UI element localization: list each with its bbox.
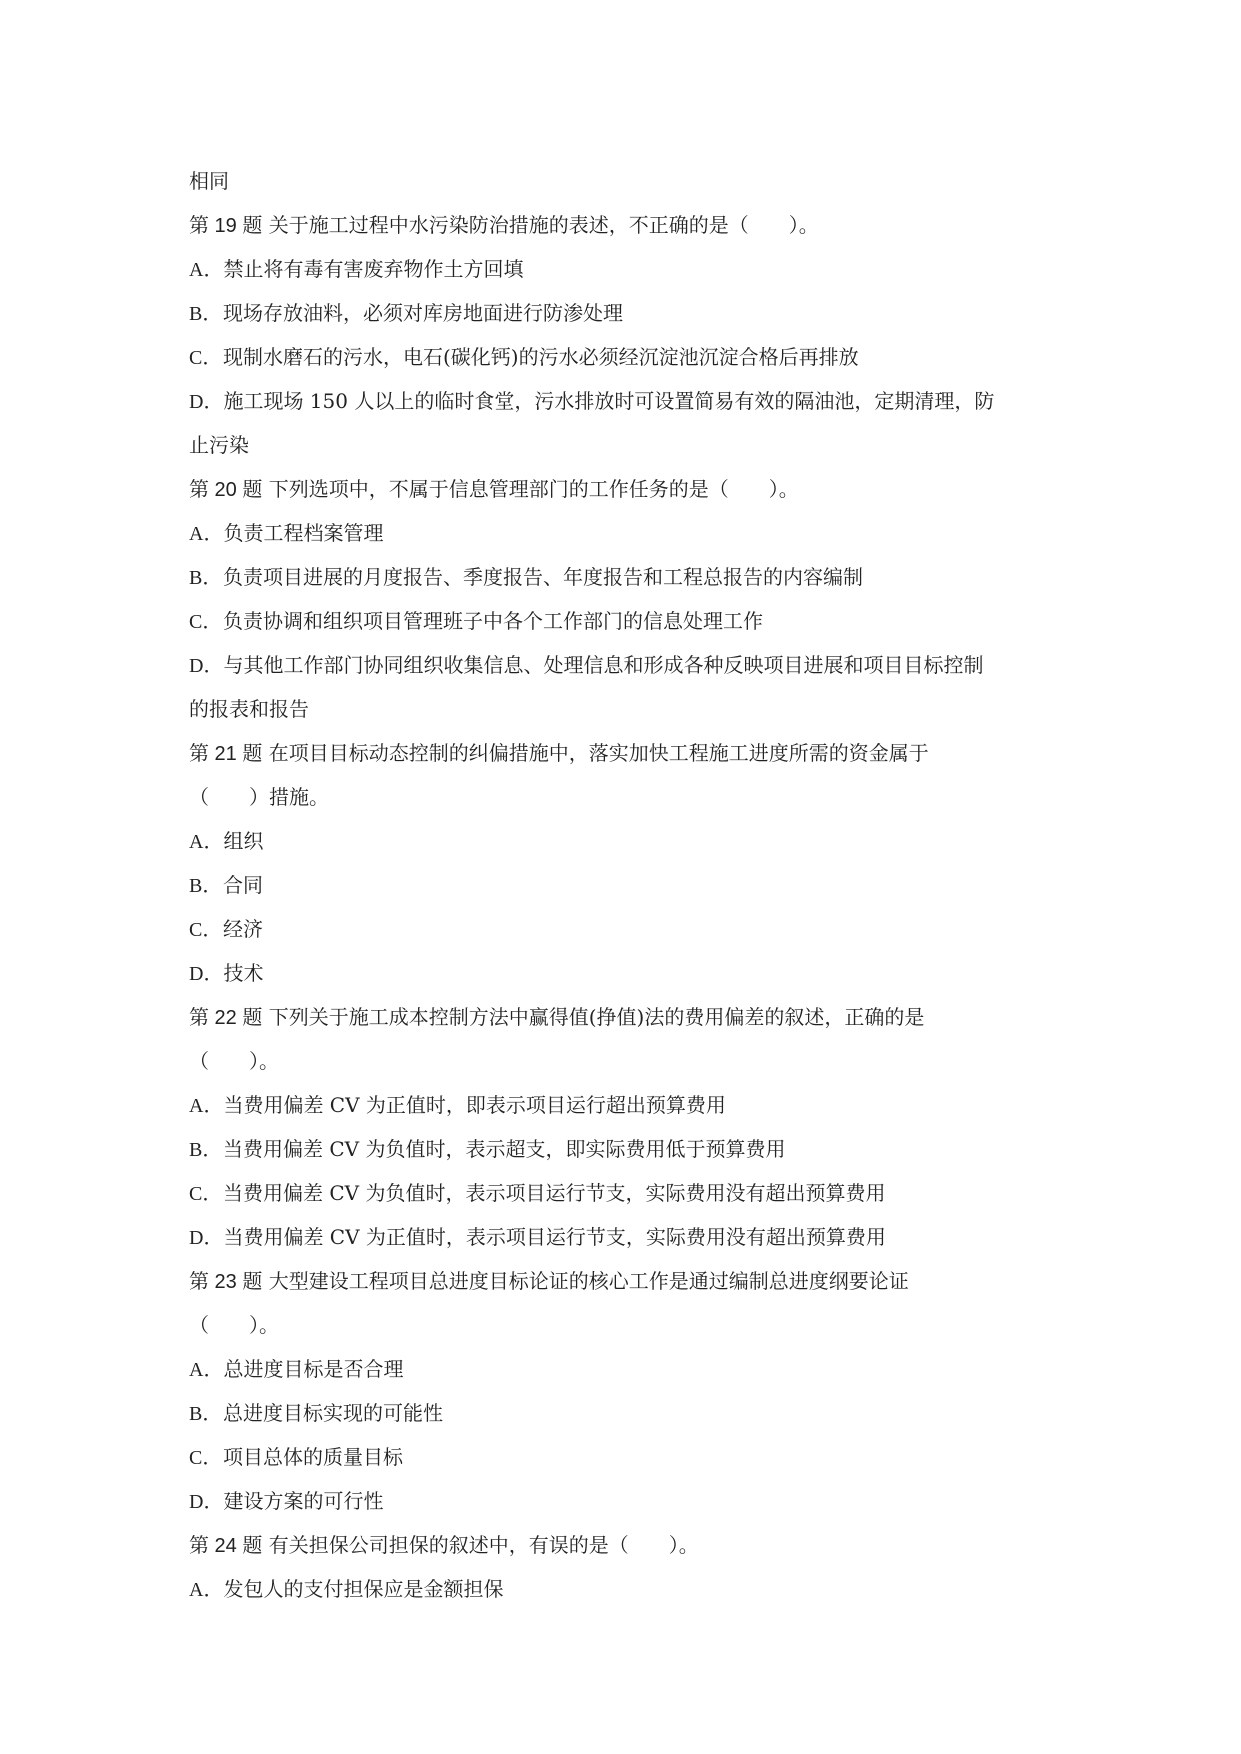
option-letter: A． xyxy=(189,259,224,281)
question-text: 有关担保公司担保的叙述中，有误的是（ ）。 xyxy=(268,1533,699,1557)
question-number: 第 21 题 xyxy=(189,743,263,765)
option-text: 技术 xyxy=(223,961,264,985)
line-text: （ ）。 xyxy=(189,1049,279,1073)
option-d xyxy=(189,1479,1059,1523)
option-text: 负责工程档案管理 xyxy=(223,521,384,545)
option-text: 负责协调和组织项目管理班子中各个工作部门的信息处理工作 xyxy=(223,609,763,633)
option-letter: B． xyxy=(189,1139,223,1161)
option-b xyxy=(189,863,1059,907)
line-text: 的报表和报告 xyxy=(189,697,309,721)
option-a xyxy=(189,1347,1059,1391)
option-c xyxy=(189,599,1059,643)
option-text: 组织 xyxy=(223,829,264,853)
option-letter: B． xyxy=(189,567,223,589)
option-letter: A． xyxy=(189,1579,224,1601)
option-letter: A． xyxy=(189,1359,224,1381)
text-line xyxy=(189,775,1059,819)
option-text: 当费用偏差 CV 为负值时，表示超支，即实际费用低于预算费用 xyxy=(223,1137,786,1161)
option-letter: D． xyxy=(189,1227,224,1249)
option-text: 当费用偏差 CV 为正值时，表示项目运行节支，实际费用没有超出预算费用 xyxy=(223,1225,886,1249)
option-c xyxy=(189,907,1059,951)
document-body xyxy=(189,159,1059,1611)
option-text: 建设方案的可行性 xyxy=(223,1489,384,1513)
option-text: 经济 xyxy=(223,917,263,941)
option-d xyxy=(189,951,1059,995)
option-text: 施工现场 150 人以上的临时食堂，污水排放时可设置简易有效的隔油池，定期清理，防 xyxy=(223,389,995,413)
option-text: 发包人的支付担保应是金额担保 xyxy=(223,1577,504,1601)
option-text: 与其他工作部门协同组织收集信息、处理信息和形成各种反映项目进展和项目目标控制 xyxy=(223,653,984,677)
option-text: 合同 xyxy=(223,873,263,897)
option-text: 项目总体的质量目标 xyxy=(223,1445,403,1469)
option-b xyxy=(189,291,1059,335)
option-letter: D． xyxy=(189,963,224,985)
option-d xyxy=(189,379,1059,423)
option-c xyxy=(189,1435,1059,1479)
text-line xyxy=(189,159,1059,203)
option-b xyxy=(189,1391,1059,1435)
option-d xyxy=(189,1215,1059,1259)
option-letter: B． xyxy=(189,1403,223,1425)
option-letter: D． xyxy=(189,1491,224,1513)
option-a xyxy=(189,1083,1059,1127)
option-letter: C． xyxy=(189,919,223,941)
question-number: 第 19 题 xyxy=(189,215,263,237)
option-letter: C． xyxy=(189,1447,223,1469)
option-letter: C． xyxy=(189,347,223,369)
question-23 xyxy=(189,1259,1059,1303)
option-text: 总进度目标是否合理 xyxy=(223,1357,404,1381)
question-number: 第 24 题 xyxy=(189,1535,263,1557)
question-21 xyxy=(189,731,1059,775)
question-22 xyxy=(189,995,1059,1039)
text-line xyxy=(189,687,1059,731)
question-number: 第 20 题 xyxy=(189,479,263,501)
question-text: 关于施工过程中水污染防治措施的表述，不正确的是（ ）。 xyxy=(268,213,819,237)
option-letter: D． xyxy=(189,391,224,413)
option-a xyxy=(189,511,1059,555)
option-text: 总进度目标实现的可能性 xyxy=(223,1401,443,1425)
option-text: 当费用偏差 CV 为负值时，表示项目运行节支，实际费用没有超出预算费用 xyxy=(223,1181,886,1205)
line-text: 相同 xyxy=(189,169,229,193)
question-number: 第 23 题 xyxy=(189,1271,263,1293)
option-letter: A． xyxy=(189,1095,224,1117)
option-letter: A． xyxy=(189,831,224,853)
question-text: 下列选项中，不属于信息管理部门的工作任务的是（ ）。 xyxy=(268,477,799,501)
option-b xyxy=(189,1127,1059,1171)
option-a xyxy=(189,1567,1059,1611)
option-c xyxy=(189,1171,1059,1215)
text-line xyxy=(189,423,1059,467)
option-b xyxy=(189,555,1059,599)
question-24 xyxy=(189,1523,1059,1567)
option-letter: C． xyxy=(189,611,223,633)
line-text: （ ）。 xyxy=(189,1313,279,1337)
option-text: 现场存放油料，必须对库房地面进行防渗处理 xyxy=(223,301,623,325)
question-text: 在项目目标动态控制的纠偏措施中，落实加快工程施工进度所需的资金属于 xyxy=(268,741,929,765)
option-c xyxy=(189,335,1059,379)
question-text: 大型建设工程项目总进度目标论证的核心工作是通过编制总进度纲要论证 xyxy=(268,1269,909,1293)
line-text: （ ）措施。 xyxy=(189,785,329,809)
option-letter: B． xyxy=(189,875,223,897)
text-line xyxy=(189,1303,1059,1347)
option-letter: A． xyxy=(189,523,224,545)
option-letter: C． xyxy=(189,1183,223,1205)
option-text: 禁止将有毒有害废弃物作土方回填 xyxy=(223,257,524,281)
option-letter: B． xyxy=(189,303,223,325)
option-text: 现制水磨石的污水，电石(碳化钙)的污水必须经沉淀池沉淀合格后再排放 xyxy=(223,345,859,369)
question-19 xyxy=(189,203,1059,247)
option-text: 当费用偏差 CV 为正值时，即表示项目运行超出预算费用 xyxy=(223,1093,726,1117)
option-a xyxy=(189,819,1059,863)
text-line xyxy=(189,1039,1059,1083)
option-letter: D． xyxy=(189,655,224,677)
option-a xyxy=(189,247,1059,291)
question-text: 下列关于施工成本控制方法中赢得值(挣值)法的费用偏差的叙述，正确的是 xyxy=(268,1005,925,1029)
option-text: 负责项目进展的月度报告、季度报告、年度报告和工程总报告的内容编制 xyxy=(223,565,863,589)
option-d xyxy=(189,643,1059,687)
line-text: 止污染 xyxy=(189,433,249,457)
question-number: 第 22 题 xyxy=(189,1007,263,1029)
question-20 xyxy=(189,467,1059,511)
